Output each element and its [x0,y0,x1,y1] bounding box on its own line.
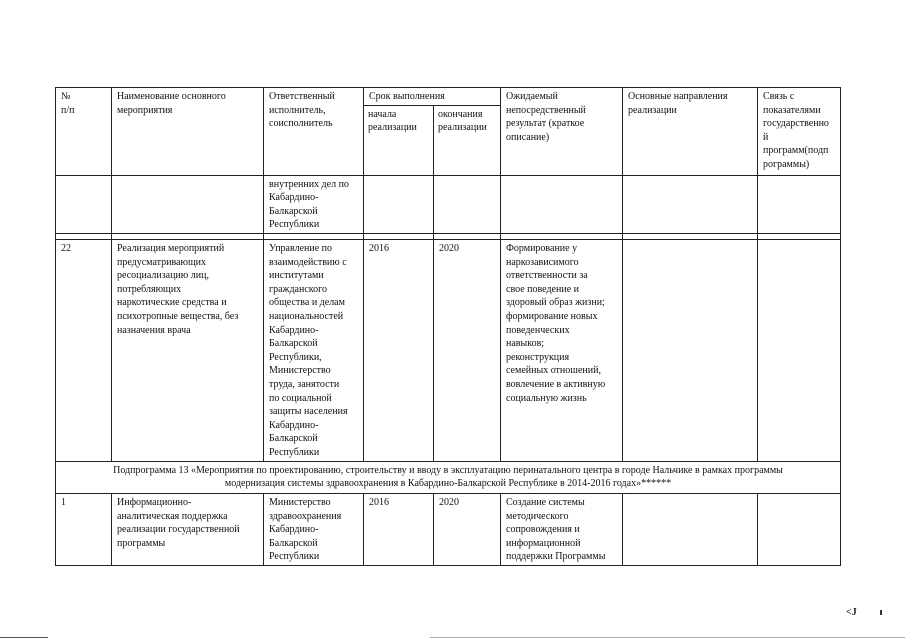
cell-result: Формирование у наркозависимого ответственности за свое поведение и здоровый образ жизни; формирование новых поведенческих навыков; реконструкция семейных отношений, вовлечение в активную социальную жизнь [501,239,623,461]
table-row [56,175,841,233]
cell-name: Информационно- аналитическая поддержка реализации государственной программы [112,493,264,565]
subprogram-row [56,461,841,493]
cell-result: Создание системы методического сопровождения и информационной поддержки Программы [501,493,623,565]
cell-name: Реализация мероприятий предусматривающих ресоциализацию лиц, потребляющих наркотические средства и психотропные вещества, без назначения врача [112,239,264,461]
cell-end [434,175,501,233]
page-corner-mark: <J [846,607,857,618]
cell-start: 2016 [364,239,434,461]
header-deadline: Срок выполнения [364,88,501,106]
header-end: окончания реализации [434,105,501,175]
table-header-row [56,88,841,106]
cell-responsible: Управление по взаимодействию с институтами гражданского общества и делам национальностей Кабардино- Балкарской Республики, Министерство труда, занятости по социальной защиты населения Кабардино- Балкарской Республики [264,239,364,461]
cell-num: 1 [56,493,112,565]
cell-result [501,175,623,233]
cell-link [758,175,841,233]
scan-edge-line [430,637,905,638]
table-row [56,239,841,461]
scan-mark [880,610,882,615]
header-result: Ожидаемый непосредственный результат (краткое описание) [501,88,623,176]
cell-end: 2020 [434,493,501,565]
cell-link [758,239,841,461]
header-directions: Основные направления реализации [623,88,758,176]
subprogram-title: Подпрограмма 13 «Мероприятия по проектированию, строительству и вводу в эксплуатацию перинатального центра в городе Нальчике в рамках программы модернизация системы здравоохранения в Кабардино-Балкарской Республике в 2014-2016 годах»****** [56,461,841,493]
header-num: № п/п [56,88,112,176]
cell-directions [623,175,758,233]
cell-start: 2016 [364,493,434,565]
cell-num: 22 [56,239,112,461]
cell-directions [623,239,758,461]
header-responsible: Ответственный исполнитель, соисполнитель [264,88,364,176]
table-row [56,493,841,565]
header-link: Связь с показателями государственно й программ(подп рограммы) [758,88,841,176]
scan-edge-line [0,637,48,638]
measures-table [55,87,841,566]
header-name: Наименование основного мероприятия [112,88,264,176]
cell-num [56,175,112,233]
cell-responsible: Министерство здравоохранения Кабардино- Балкарской Республики [264,493,364,565]
cell-start [364,175,434,233]
cell-end: 2020 [434,239,501,461]
cell-link [758,493,841,565]
cell-name [112,175,264,233]
cell-responsible: внутренних дел по Кабардино- Балкарской Республики [264,175,364,233]
header-start: начала реализации [364,105,434,175]
cell-directions [623,493,758,565]
